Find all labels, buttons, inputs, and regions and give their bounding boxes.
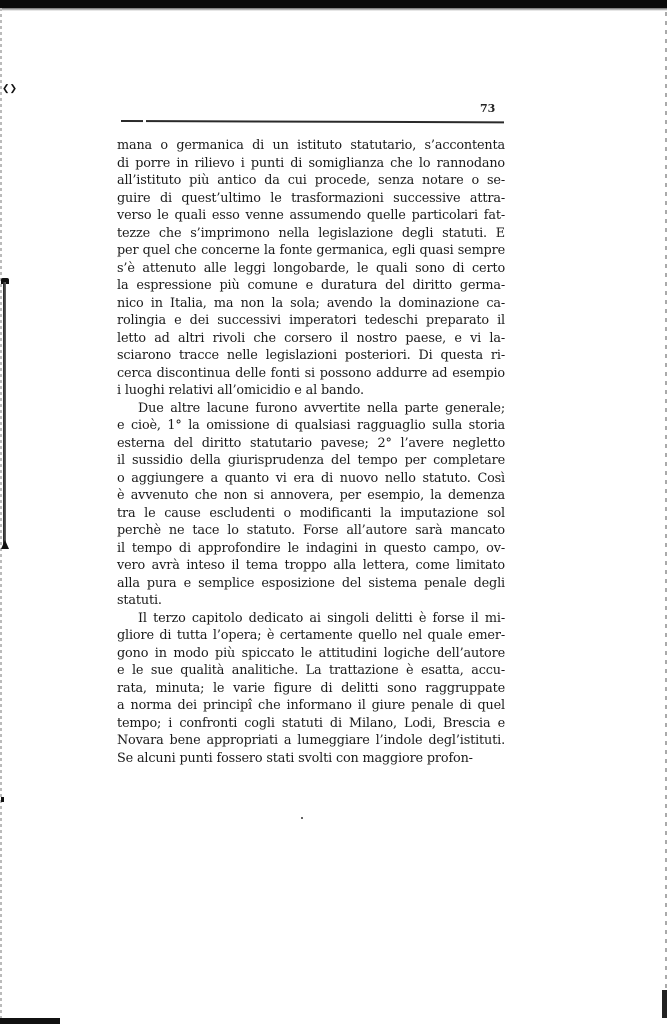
text-line: è avvenuto che non si annovera, per esempio, la demenza bbox=[117, 488, 505, 503]
text-line: gono in modo più spiccato le attitudini logiche dell’autore bbox=[117, 645, 505, 661]
scan-top-border-fade bbox=[0, 8, 667, 11]
margin-mark-icon: ❮❯ bbox=[2, 84, 18, 94]
text-line: tezze che s’imprimono nella legislazione degli statuti. E bbox=[117, 225, 505, 241]
text-line: esterna del diritto statutario pavese; 2° l’avere negletto bbox=[117, 435, 505, 451]
header-rule bbox=[121, 120, 504, 123]
paragraph bbox=[117, 610, 505, 768]
text-line: rolingia e dei successivi imperatori tedeschi preparato il bbox=[117, 313, 505, 328]
text-line: verso le quali esso venne assumendo quelle particolari fat- bbox=[117, 208, 505, 223]
text-line: il tempo di approfondire le indagini in questo campo, ov- bbox=[117, 540, 505, 556]
text-line: o aggiungere a quanto vi era di nuovo nello statuto. Così bbox=[117, 470, 505, 486]
scan-corner-mark bbox=[662, 990, 667, 1018]
text-line: per quel che concerne la fonte germanica, egli quasi sempre bbox=[117, 243, 505, 258]
binding-line bbox=[3, 282, 6, 547]
text-line: la espressione più comune e duratura del diritto germa- bbox=[117, 278, 505, 293]
text-line: letto ad altri rivoli che corsero il nostro paese, e vi la- bbox=[117, 330, 505, 346]
text-line: i luoghi relativi all’omicidio e al bando. bbox=[117, 383, 364, 398]
text-line: all’istituto più antico da cui procede, senza notare o se- bbox=[117, 173, 505, 188]
text-line: sciarono tracce nelle legislazioni posteriori. Di questa ri- bbox=[117, 348, 505, 363]
text-line: tra le cause escludenti o modificanti la imputazione sol bbox=[117, 505, 505, 521]
text-line: gliore di tutta l’opera; è certamente quello nel quale emer- bbox=[117, 628, 505, 643]
text-line: s’è attenuto alle leggi longobarde, le quali sono di certo bbox=[117, 260, 505, 276]
text-line: Il terzo capitolo dedicato ai singoli delitti è forse il mi- bbox=[138, 610, 505, 626]
text-line: nico in Italia, ma non la sola; avendo la dominazione ca- bbox=[117, 295, 505, 311]
text-line: e le sue qualità analitiche. La trattazione è esatta, accu- bbox=[117, 663, 505, 678]
binding-bottom-mark bbox=[1, 540, 9, 549]
scan-bottom-border bbox=[0, 1018, 60, 1024]
text-line: il sussidio della giurisprudenza del tempo per completare bbox=[117, 453, 505, 468]
header-rule-gap bbox=[143, 119, 146, 123]
text-line: Novara bene appropriati a lumeggiare l’indole degl’istituti. bbox=[117, 733, 505, 748]
paragraph bbox=[117, 400, 505, 610]
text-line: cerca discontinua delle fonti si possono addurre ad esempio bbox=[117, 365, 505, 381]
footer-dot bbox=[301, 817, 303, 819]
text-line: mana o germanica di un istituto statutario, s’accontenta bbox=[117, 138, 505, 153]
text-line: a norma dei principî che informano il giure penale di quel bbox=[117, 698, 505, 713]
text-line: perchè ne tace lo statuto. Forse all’autore sarà mancato bbox=[117, 523, 505, 538]
text-line: rata, minuta; le varie figure di delitti sono raggruppate bbox=[117, 680, 505, 696]
scan-left-edge bbox=[0, 8, 2, 1018]
text-line: tempo; i confronti cogli statuti di Milano, Lodi, Brescia e bbox=[117, 715, 505, 731]
paragraph bbox=[117, 137, 505, 400]
margin-dot bbox=[1, 797, 4, 802]
text-line: Se alcuni punti fossero stati svolti con maggiore profon- bbox=[117, 750, 473, 766]
page-number: 73 bbox=[480, 102, 496, 115]
body-text bbox=[117, 137, 505, 767]
text-line: Due altre lacune furono avvertite nella parte generale; bbox=[138, 400, 505, 416]
text-line: e cioè, 1° la omissione di qualsiasi ragguaglio sulla storia bbox=[117, 418, 505, 433]
text-line: vero avrà inteso il tema troppo alla lettera, come limitato bbox=[117, 558, 505, 573]
scan-top-border bbox=[0, 0, 667, 8]
text-line: statuti. bbox=[117, 593, 162, 608]
text-line: di porre in rilievo i punti di somiglianza che lo rannodano bbox=[117, 155, 505, 171]
text-line: guire di quest’ultimo le trasformazioni successive attra- bbox=[117, 190, 505, 206]
text-line: alla pura e semplice esposizione del sistema penale degli bbox=[117, 575, 505, 591]
